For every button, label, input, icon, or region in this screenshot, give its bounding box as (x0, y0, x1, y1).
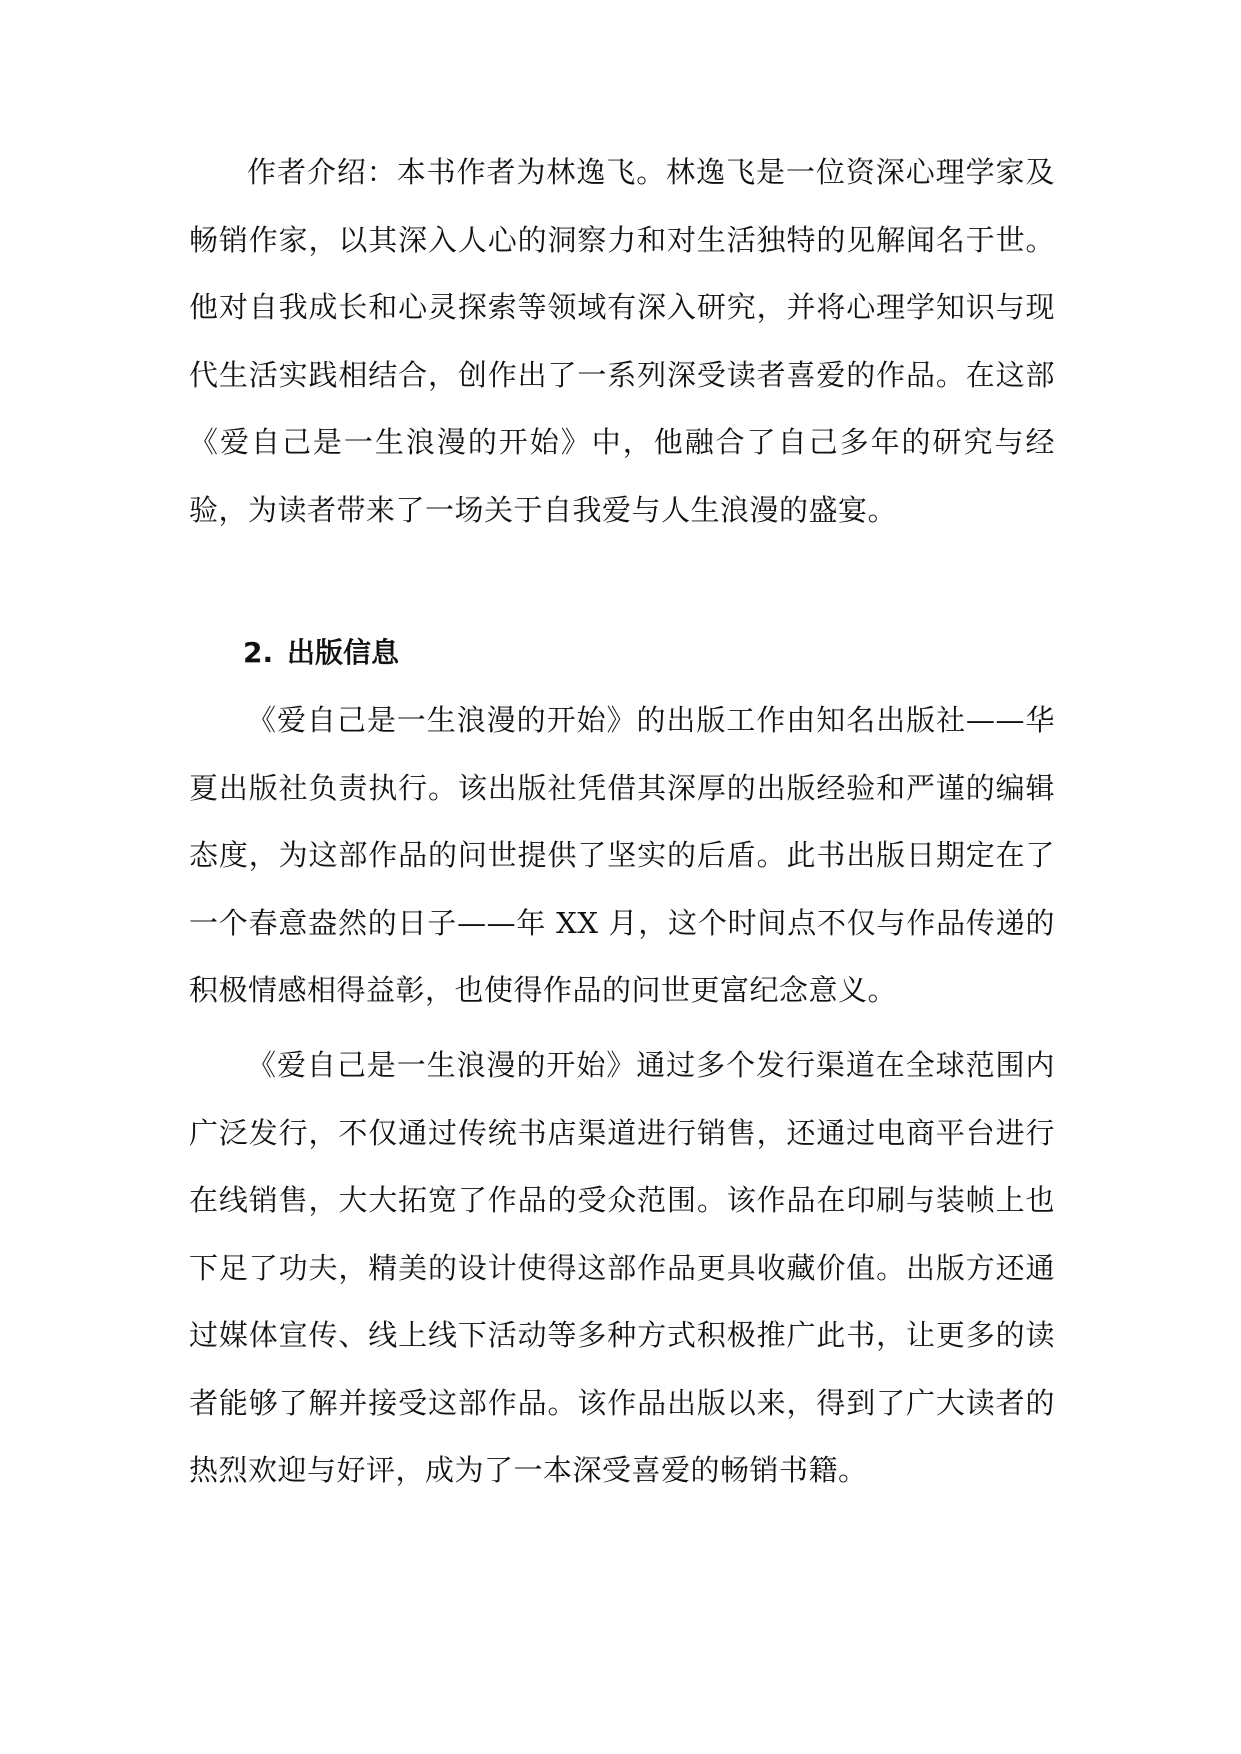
section-number: 2. (243, 636, 274, 669)
section-heading (243, 633, 399, 673)
publication-paragraph-1: 《爱自己是一生浪漫的开始》的出版工作由知名出版社——华夏出版社负责执行。该出版社凭借其深厚的出版经验和严谨的编辑态度，为这部作品的问世提供了坚实的后盾。此书出版日期定在了一个春意盎然的日子——年 XX 月，这个时间点不仅与作品传递的积极情感相得益彰，也使得作品的问世更富纪念意义。 (189, 703, 1055, 1007)
author-intro-paragraph: 作者介绍：本书作者为林逸飞。林逸飞是一位资深心理学家及畅销作家，以其深入人心的洞察力和对生活独特的见解闻名于世。他对自我成长和心灵探索等领域有深入研究，并将心理学知识与现代生活实践相结合，创作出了一系列深受读者喜爱的作品。在这部《爱自己是一生浪漫的开始》中，他融合了自己多年的研究与经验，为读者带来了一场关于自我爱与人生浪漫的盛宴。 (189, 155, 1055, 527)
section-title: 出版信息 (287, 636, 400, 669)
publication-paragraph-2: 《爱自己是一生浪漫的开始》通过多个发行渠道在全球范围内广泛发行，不仅通过传统书店渠道进行销售，还通过电商平台进行在线销售，大大拓宽了作品的受众范围。该作品在印刷与装帧上也下足了功夫，精美的设计使得这部作品更具收藏价值。出版方还通过媒体宣传、线上线下活动等多种方式积极推广此书，让更多的读者能够了解并接受这部作品。该作品出版以来，得到了广大读者的热烈欢迎与好评，成为了一本深受喜爱的畅销书籍。 (189, 1048, 1055, 1487)
